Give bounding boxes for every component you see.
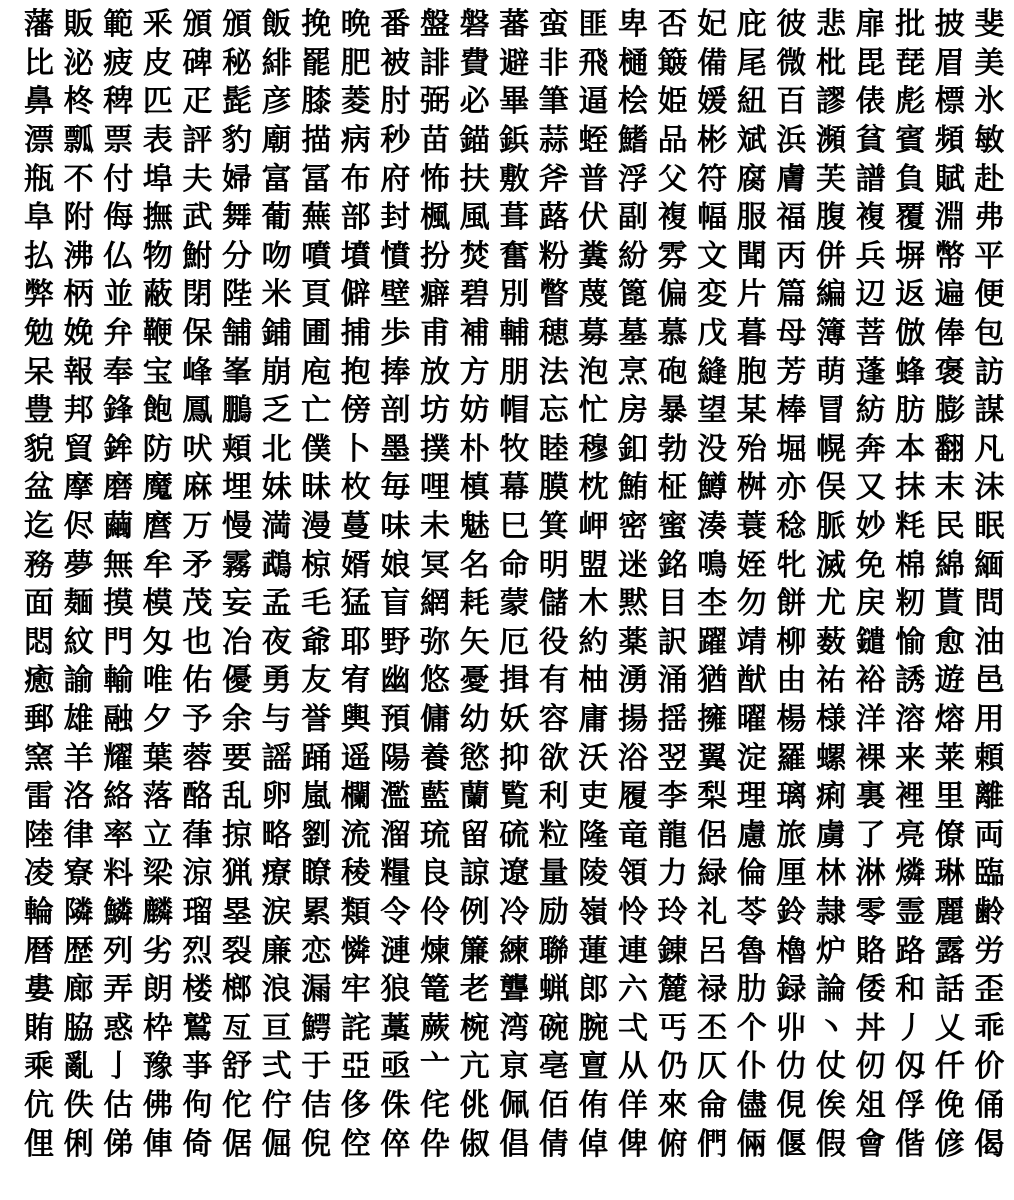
kanji-line — [24, 1009, 1014, 1048]
kanji-line — [24, 508, 1014, 547]
kanji-line — [24, 238, 1014, 277]
kanji-glyphs: 漂瓢票表評豹廟描病秒苗錨鋲蒜蛭鰭品彬斌浜瀕貧賓頻敏 — [24, 123, 1014, 159]
kanji-glyphs: 婁廊弄朗楼榔浪漏牢狼篭老聾蝋郎六麓禄肋録論倭和話歪 — [24, 972, 1014, 1008]
kanji-glyphs: 乘亂亅豫亊舒弍于亞亟亠亢亰亳亶从仍仄仆仂仗仞仭仟价 — [24, 1049, 1014, 1085]
kanji-line — [24, 45, 1014, 84]
kanji-line — [24, 701, 1014, 740]
kanji-glyphs: 雷洛絡落酪乱卵嵐欄濫藍蘭覧利吏履李梨理璃痢裏裡里離 — [24, 779, 1014, 815]
kanji-line — [24, 199, 1014, 238]
kanji-glyphs: 悶紋門匁也冶夜爺耶野弥矢厄役約薬訳躍靖柳薮鑓愉愈油 — [24, 624, 1014, 660]
kanji-line — [24, 1048, 1014, 1087]
kanji-line — [24, 778, 1014, 817]
kanji-glyphs: 豊邦鋒飽鳳鵬乏亡傍剖坊妨帽忘忙房暴望某棒冒紡肪膨謀 — [24, 393, 1014, 429]
kanji-line — [24, 662, 1014, 701]
kanji-line — [24, 122, 1014, 161]
kanji-glyphs: 暦歴列劣烈裂廉恋憐漣煉簾練聯蓮連錬呂魯櫓炉賂路露労 — [24, 933, 1014, 969]
kanji-glyphs: 阜附侮撫武舞葡蕪部封楓風葺蕗伏副複幅服福腹複覆淵弗 — [24, 200, 1014, 236]
kanji-line — [24, 546, 1014, 585]
kanji-line — [24, 855, 1014, 894]
kanji-glyphs: 盆摩磨魔麻埋妹昧枚毎哩槙幕膜枕鮪柾鱒桝亦俣又抹末沫 — [24, 470, 1014, 506]
kanji-line — [24, 431, 1014, 470]
kanji-glyphs: 呆報奉宝峰峯崩庖抱捧放方朋法泡烹砲縫胞芳萌蓬蜂褒訪 — [24, 354, 1014, 390]
kanji-line — [24, 932, 1014, 971]
kanji-line — [24, 894, 1014, 933]
kanji-line — [24, 1125, 1014, 1164]
kanji-glyphs: 郵雄融夕予余与誉輿預傭幼妖容庸揚揺擁曜楊様洋溶熔用 — [24, 701, 1014, 737]
kanji-glyphs: 務夢無牟矛霧鵡椋婿娘冥名命明盟迷銘鳴姪牝滅免棉綿緬 — [24, 547, 1014, 583]
kanji-glyphs: 鼻柊稗匹疋髭彦膝菱肘弼必畢筆逼桧姫媛紐百謬俵彪標氷 — [24, 84, 1014, 120]
kanji-glyphs: 瓶不付埠夫婦富冨布府怖扶敷斧普浮父符腐膚芙譜負賦赴 — [24, 161, 1014, 197]
kanji-line — [24, 1087, 1014, 1126]
kanji-glyphs: 藩販範釆頒頒飯挽晩番盤磐蕃蛮匪卑否妃庇彼悲扉批披斐 — [24, 7, 1014, 43]
kanji-glyphs: 輪隣鱗麟瑠塁涙累類令伶例冷励嶺怜玲礼苓鈴隷零霊麗齢 — [24, 894, 1014, 930]
kanji-line — [24, 585, 1014, 624]
kanji-glyphs: 貌貿鉾防吠頬北僕卜墨撲朴牧睦穆釦勃没殆堀幌奔本翻凡 — [24, 431, 1014, 467]
kanji-line — [24, 392, 1014, 431]
kanji-line — [24, 315, 1014, 354]
kanji-glyphs: 凌寮料梁涼猟療瞭稜糧良諒遼量陵領力緑倫厘林淋燐琳臨 — [24, 856, 1014, 892]
kanji-line — [24, 6, 1014, 45]
kanji-line — [24, 816, 1014, 855]
kanji-line — [24, 276, 1014, 315]
kanji-line — [24, 353, 1014, 392]
kanji-glyphs: 窯羊耀葉蓉要謡踊遥陽養慾抑欲沃浴翌翼淀羅螺裸来莱頼 — [24, 740, 1014, 776]
kanji-line — [24, 971, 1014, 1010]
kanji-line — [24, 469, 1014, 508]
kanji-line — [24, 624, 1014, 663]
kanji-line — [24, 160, 1014, 199]
kanji-glyphs: 払沸仏物鮒分吻噴墳憤扮焚奮粉糞紛雰文聞丙併兵塀幣平 — [24, 238, 1014, 274]
kanji-glyphs: 比泌疲皮碑秘緋罷肥被誹費避非飛樋簸備尾微枇毘琵眉美 — [24, 45, 1014, 81]
kanji-glyphs: 癒諭輸唯佑優勇友宥幽悠憂揖有柚湧涌猶猷由祐裕誘遊邑 — [24, 663, 1014, 699]
kanji-glyphs: 賄脇惑枠鷲亙亘鰐詫藁蕨椀湾碗腕弌丐丕个丱丶丼丿乂乖 — [24, 1010, 1014, 1046]
kanji-glyphs: 面麺摸模茂妄孟毛猛盲網耗蒙儲木黙目杢勿餅尤戻籾貰問 — [24, 586, 1014, 622]
kanji-glyphs: 迄侭繭麿万慢満漫蔓味未魅巳箕岬密蜜湊蓑稔脈妙粍民眠 — [24, 509, 1014, 545]
kanji-glyphs: 陸律率立葎掠略劉流溜琉留硫粒隆竜龍侶慮旅虜了亮僚両 — [24, 817, 1014, 853]
kanji-glyphs: 弊柄並蔽閉陛米頁僻壁癖碧別瞥蔑篦偏変片篇編辺返遍便 — [24, 277, 1014, 313]
kanji-line — [24, 739, 1014, 778]
kanji-glyphs: 俚俐俤俥倚倨倔倪倥倅伜俶倡倩倬俾俯們倆偃假會偕偐偈 — [24, 1126, 1014, 1162]
kanji-glyphs: 伉佚估佛佝佗佇佶侈侏侘佻佩佰侑佯來侖儘俔俟俎俘俛俑 — [24, 1087, 1014, 1123]
kanji-line — [24, 83, 1014, 122]
kanji-glyphs: 勉娩弁鞭保舗鋪圃捕歩甫補輔穂募墓慕戊暮母簿菩倣俸包 — [24, 316, 1014, 352]
